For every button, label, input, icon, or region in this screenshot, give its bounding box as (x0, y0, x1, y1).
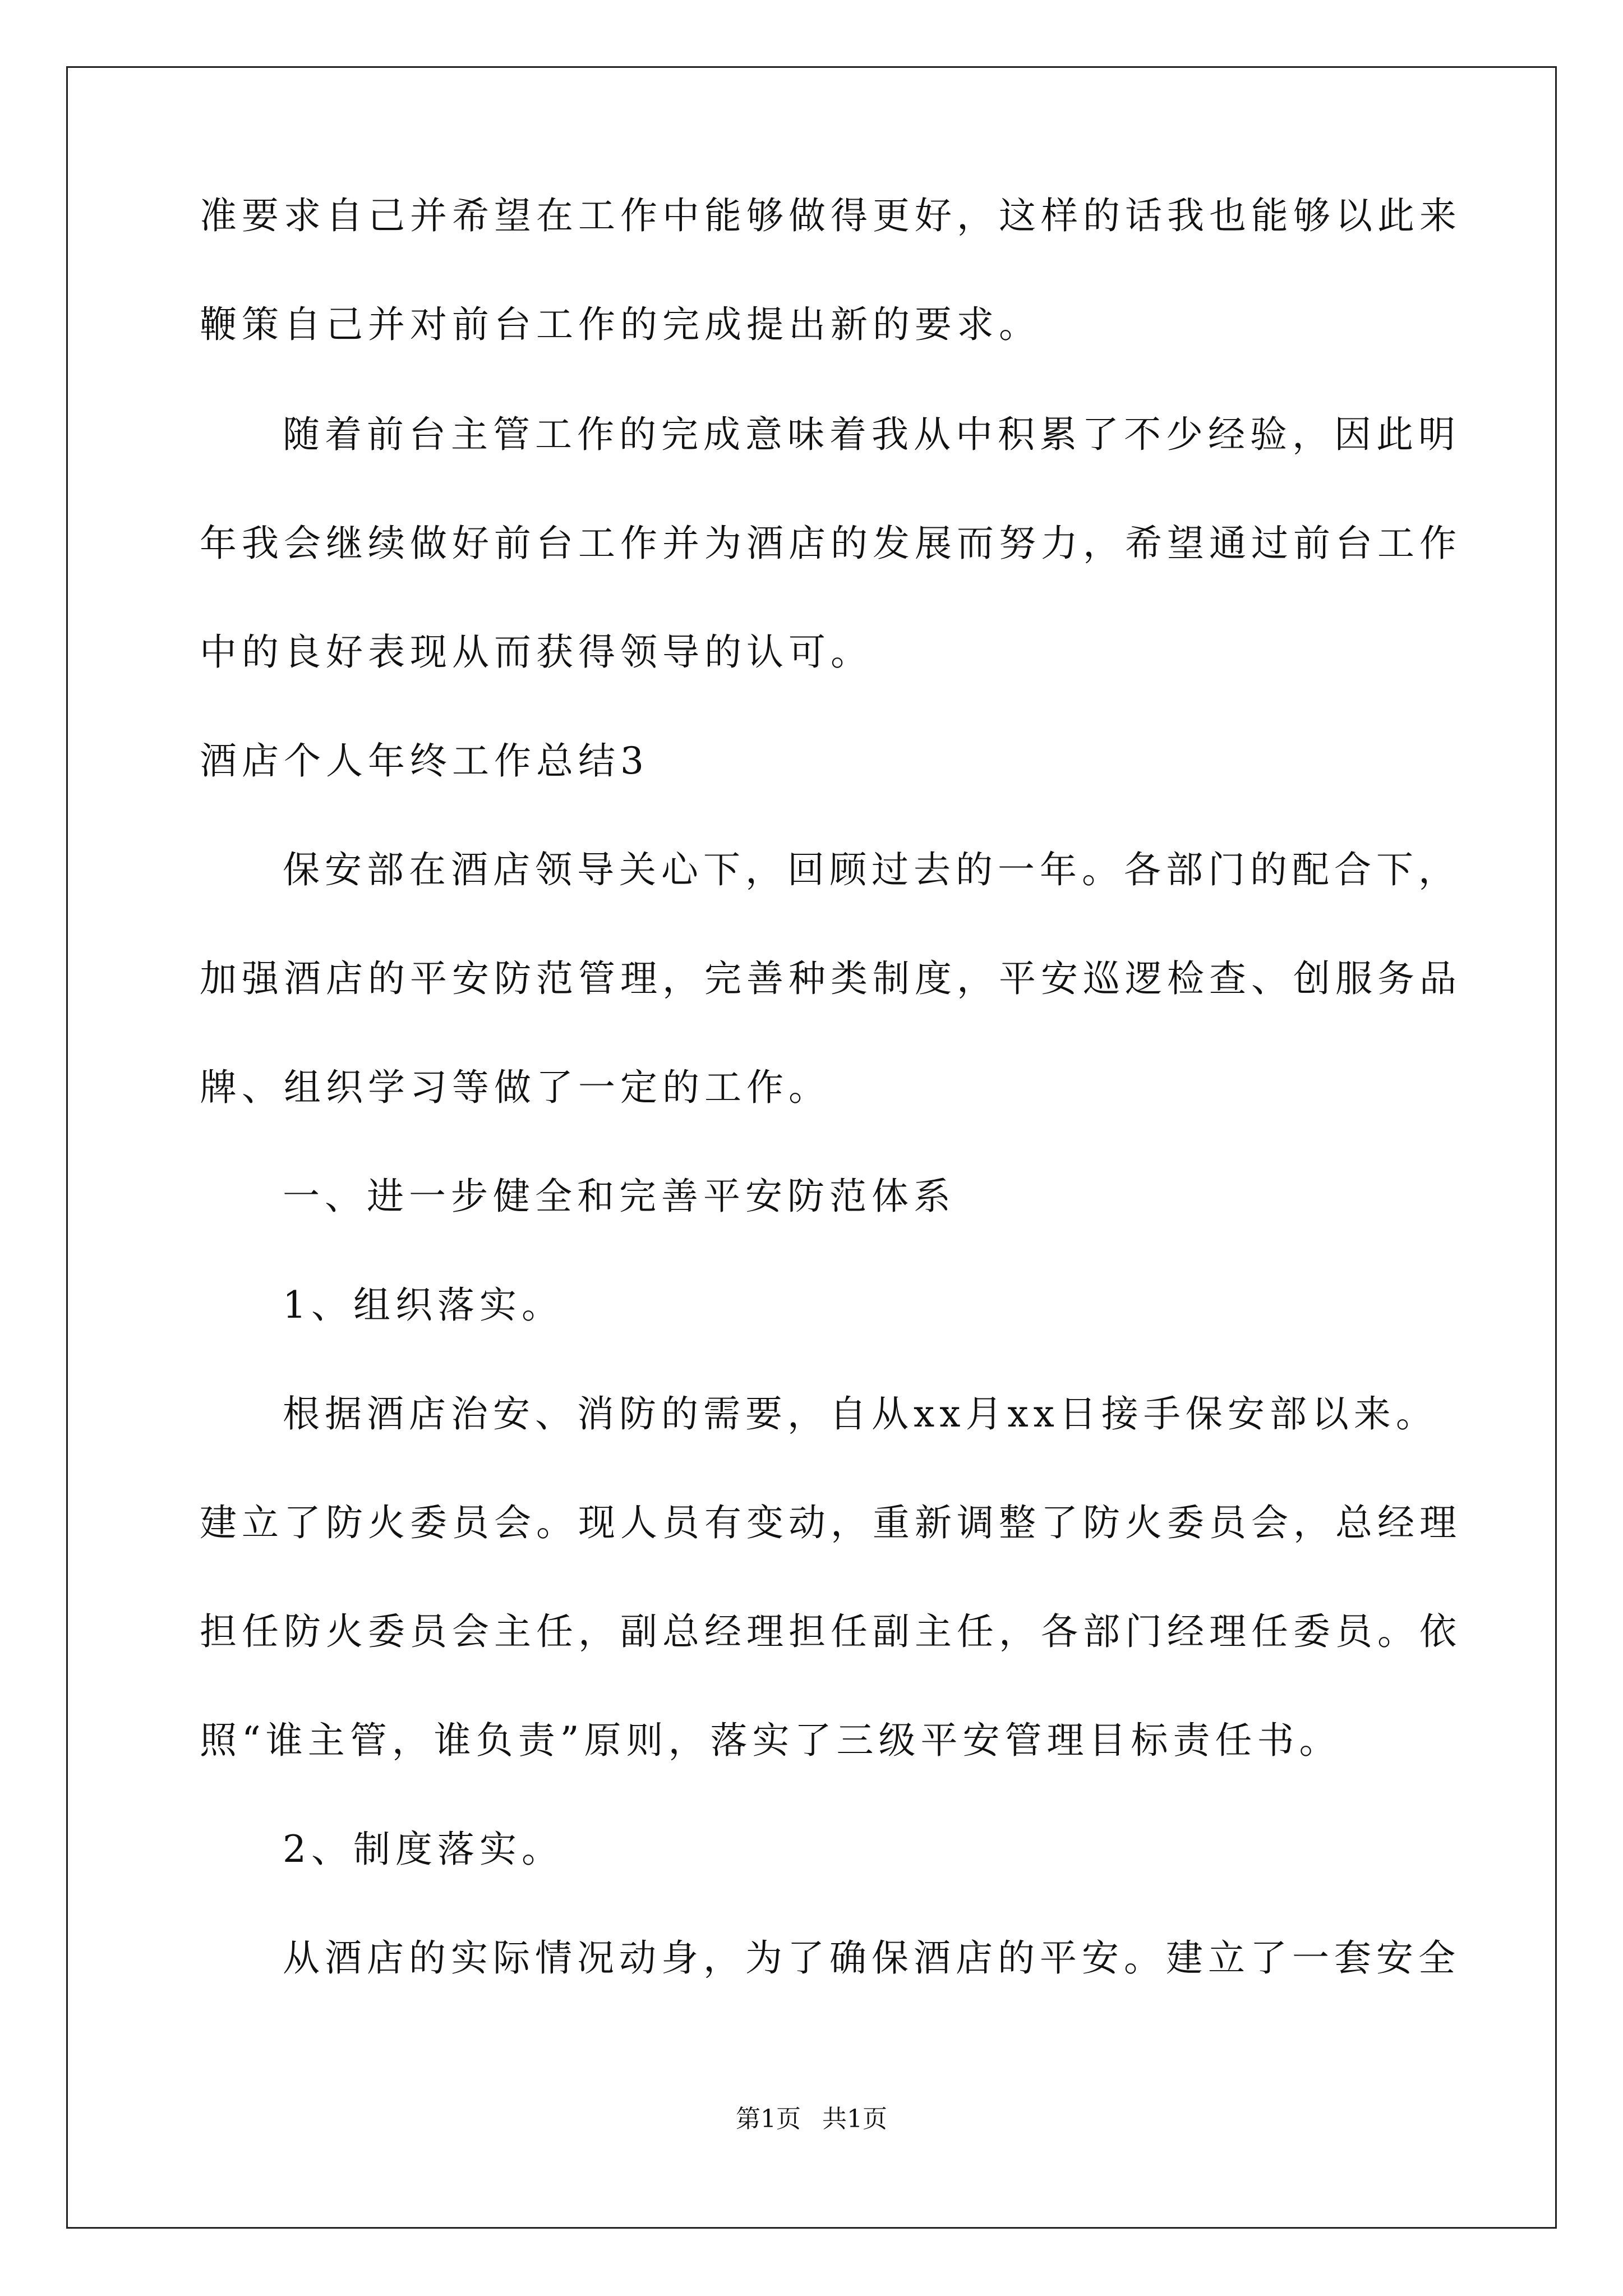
text-line: 中的良好表现从而获得领导的认可。 (200, 631, 873, 674)
numbered-item-heading: 1、组织落实。 (283, 1283, 564, 1327)
page-number: 第1页 (736, 2105, 801, 2133)
text-line: 担任防火委员会主任，副总经理担任副主任，各部门经理任委员。依 (200, 1610, 1461, 1653)
subsection-heading: 一、进一步健全和完善平安防范体系 (283, 1175, 956, 1218)
numbered-item-heading: 2、制度落实。 (283, 1828, 564, 1871)
paragraph-start-line: 从酒店的实际情况动身，为了确保酒店的平安。建立了一套安全 (283, 1936, 1460, 1980)
text-line: 照“谁主管，谁负责”原则，落实了三级平安管理目标责任书。 (200, 1719, 1341, 1762)
text-line: 年我会继续做好前台工作并为酒店的发展而努力，希望通过前台工作 (200, 522, 1461, 565)
text-line: 加强酒店的平安防范管理，完善种类制度，平安巡逻检查、创服务品 (200, 957, 1461, 1000)
text-line: 鞭策自己并对前台工作的完成提出新的要求。 (200, 303, 1041, 346)
paragraph-start-line: 根据酒店治安、消防的需要，自从xx月xx日接手保安部以来。 (283, 1392, 1438, 1435)
page-border (66, 66, 1557, 2229)
section-heading: 酒店个人年终工作总结3 (200, 739, 649, 783)
paragraph-start-line: 保安部在酒店领导关心下，回顾过去的一年。各部门的配合下， (283, 848, 1460, 891)
paragraph-start-line: 随着前台主管工作的完成意味着我从中积累了不少经验，因此明 (283, 413, 1460, 456)
page-total: 共1页 (822, 2105, 887, 2133)
text-line: 建立了防火委员会。现人员有变动，重新调整了防火委员会，总经理 (200, 1501, 1461, 1544)
page-footer (0, 2102, 1623, 2136)
text-line: 牌、组织学习等做了一定的工作。 (200, 1066, 831, 1109)
text-line: 准要求自己并希望在工作中能够做得更好，这样的话我也能够以此来 (200, 194, 1461, 237)
